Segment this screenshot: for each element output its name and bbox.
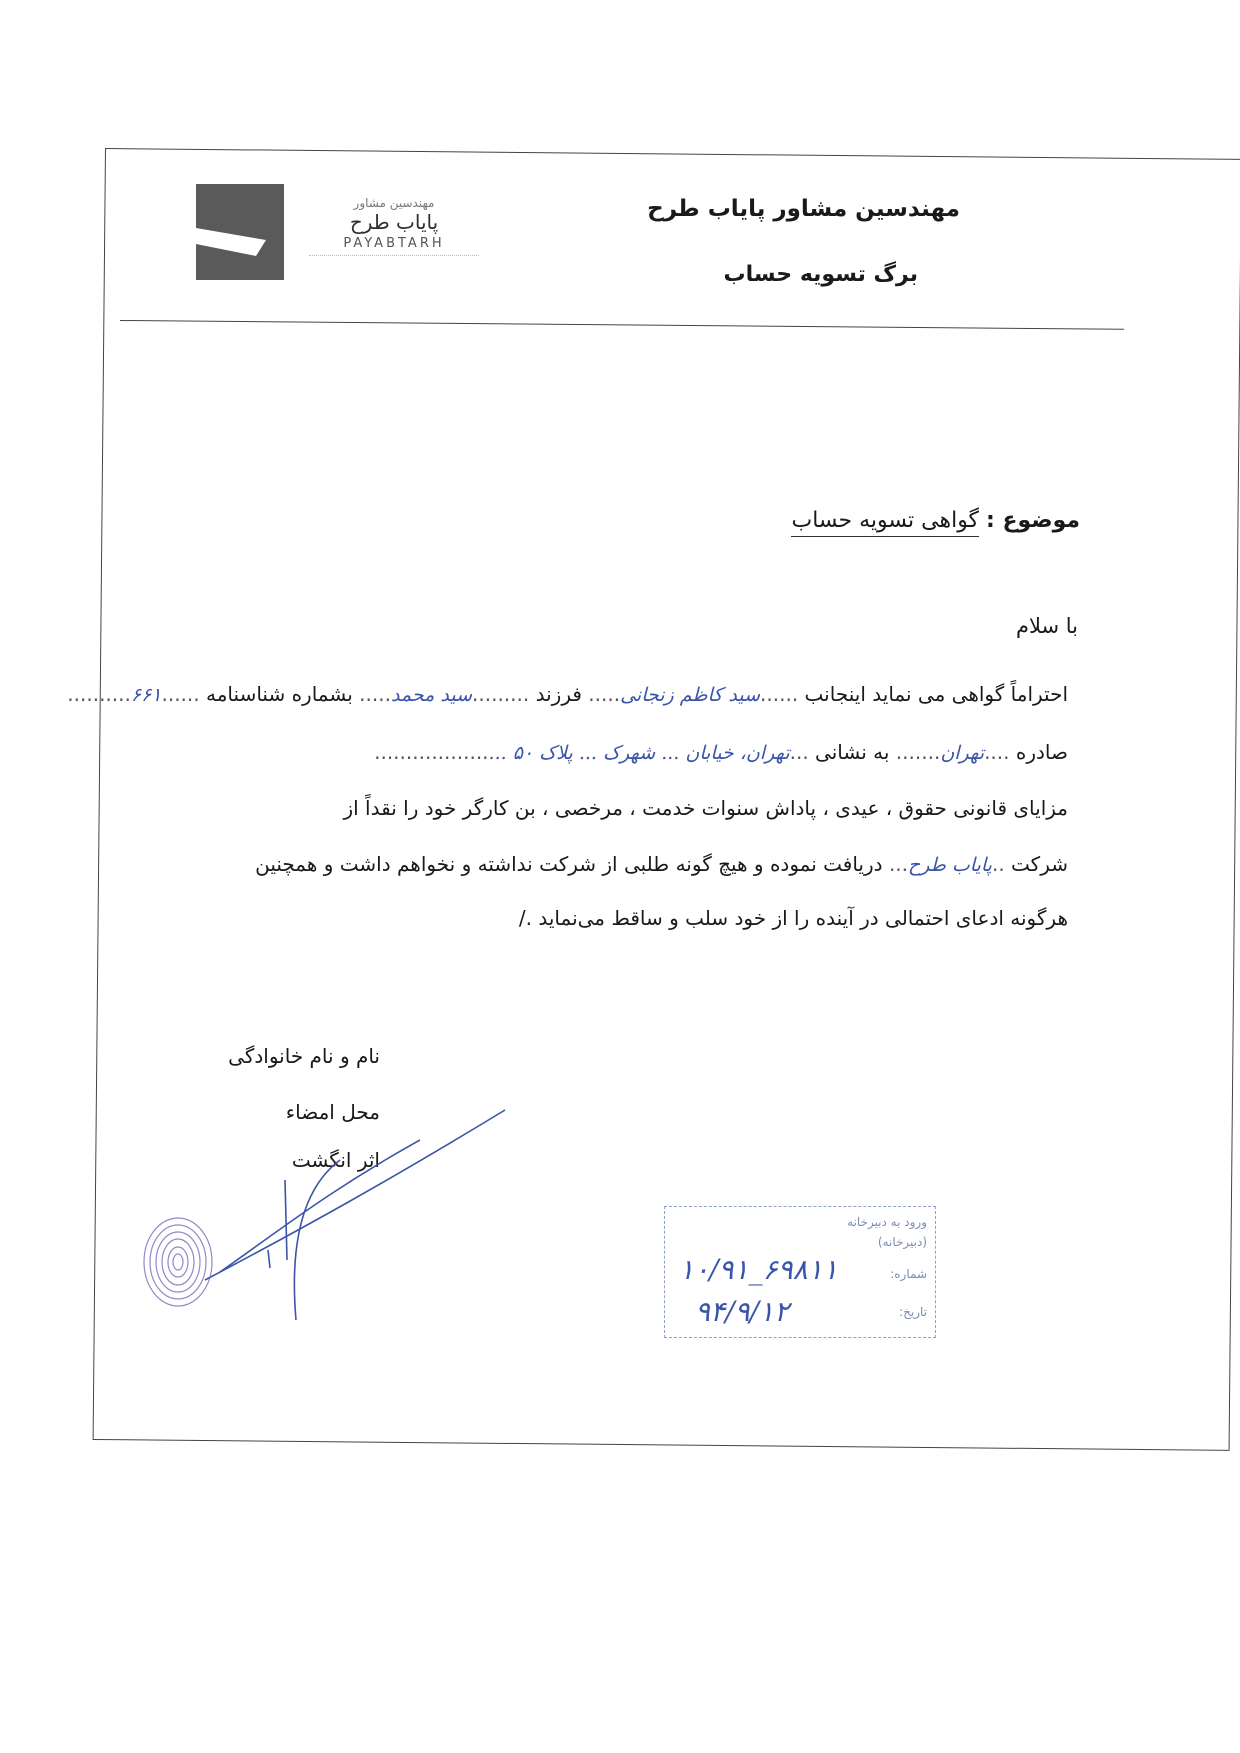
- logo-en-name: PAYABTARH: [343, 236, 445, 251]
- handwritten-issue-place: تهران: [940, 742, 985, 764]
- body-line-3: مزایای قانونی حقوق ، عیدی ، پاداش سنوات خدمت ، مرخصی ، بن کارگر خود را نقداً از: [343, 796, 1068, 820]
- handwritten-id-number: ۶۶۱: [130, 684, 162, 706]
- signature-stroke-icon: [205, 1110, 505, 1320]
- subject-label: موضوع :: [986, 508, 1080, 533]
- handwritten-address: تهران، خیابان ... شهرک ... پلاک ۵۰ ...: [488, 742, 790, 764]
- body-text: صادره: [1015, 740, 1068, 764]
- stamp-subtitle: (دبیرخانه): [877, 1235, 927, 1249]
- fingerprint-icon: [144, 1218, 212, 1306]
- body-line-5: هرگونه ادعای احتمالی در آینده را از خود سلب و ساقط می‌نماید ./: [518, 906, 1068, 930]
- greeting: با سلام: [1015, 614, 1078, 638]
- form-title: برگ تسویه حساب: [723, 262, 918, 287]
- handwritten-father-name: سید محمد: [390, 684, 473, 706]
- registry-stamp: [664, 1206, 936, 1338]
- stamp-date-label: تاریخ:: [899, 1305, 927, 1319]
- stamp-date: ۹۴/۹/۱۲: [695, 1295, 790, 1328]
- body-line-1: احتراماً گواهی می نماید اینجانب ......سید کاظم زنجانی..... فرزند .........سید محمد..... بشماره شناسنامه ......۶۶۱..........: [67, 682, 1068, 706]
- body-text: احتراماً گواهی می نماید اینجانب: [804, 682, 1068, 706]
- subject-value: گواهی تسویه حساب: [791, 508, 979, 537]
- body-text: دریافت نموده و هیچ گونه طلبی از شرکت نداشته و نخواهم داشت و همچنین: [255, 852, 883, 876]
- stamp-title: ورود به دبیرخانه: [847, 1215, 927, 1229]
- handwritten-name: سید کاظم زنجانی: [620, 684, 761, 706]
- fingerprint-label: اثر انگشت: [291, 1148, 380, 1172]
- logo-fa-name: پایاب طرح: [349, 210, 439, 234]
- body-text: بشماره شناسنامه: [206, 682, 353, 706]
- name-label: نام و نام خانوادگی: [228, 1044, 380, 1068]
- body-text: فرزند: [535, 682, 582, 706]
- body-line-2: صادره ....تهران....... به نشانی ...تهران، خیابان ... شهرک ... پلاک ۵۰ .....................: [374, 740, 1068, 764]
- logo-fa-top: مهندسین مشاور: [353, 196, 435, 210]
- body-line-4: شرکت ..پایاب طرح... دریافت نموده و هیچ گونه طلبی از شرکت نداشته و نخواهم داشت و همچنین: [255, 852, 1068, 876]
- company-name: مهندسین مشاور پایاب طرح: [647, 196, 960, 222]
- body-text: به نشانی: [815, 740, 890, 764]
- body-text: شرکت: [1011, 852, 1068, 876]
- stamp-number: ۱۰/۹۱_۶۹۸۱۱: [679, 1253, 838, 1286]
- signature-label: محل امضاء: [285, 1100, 380, 1124]
- handwritten-company: پایاب طرح: [908, 854, 992, 876]
- stamp-number-label: شماره:: [890, 1267, 927, 1281]
